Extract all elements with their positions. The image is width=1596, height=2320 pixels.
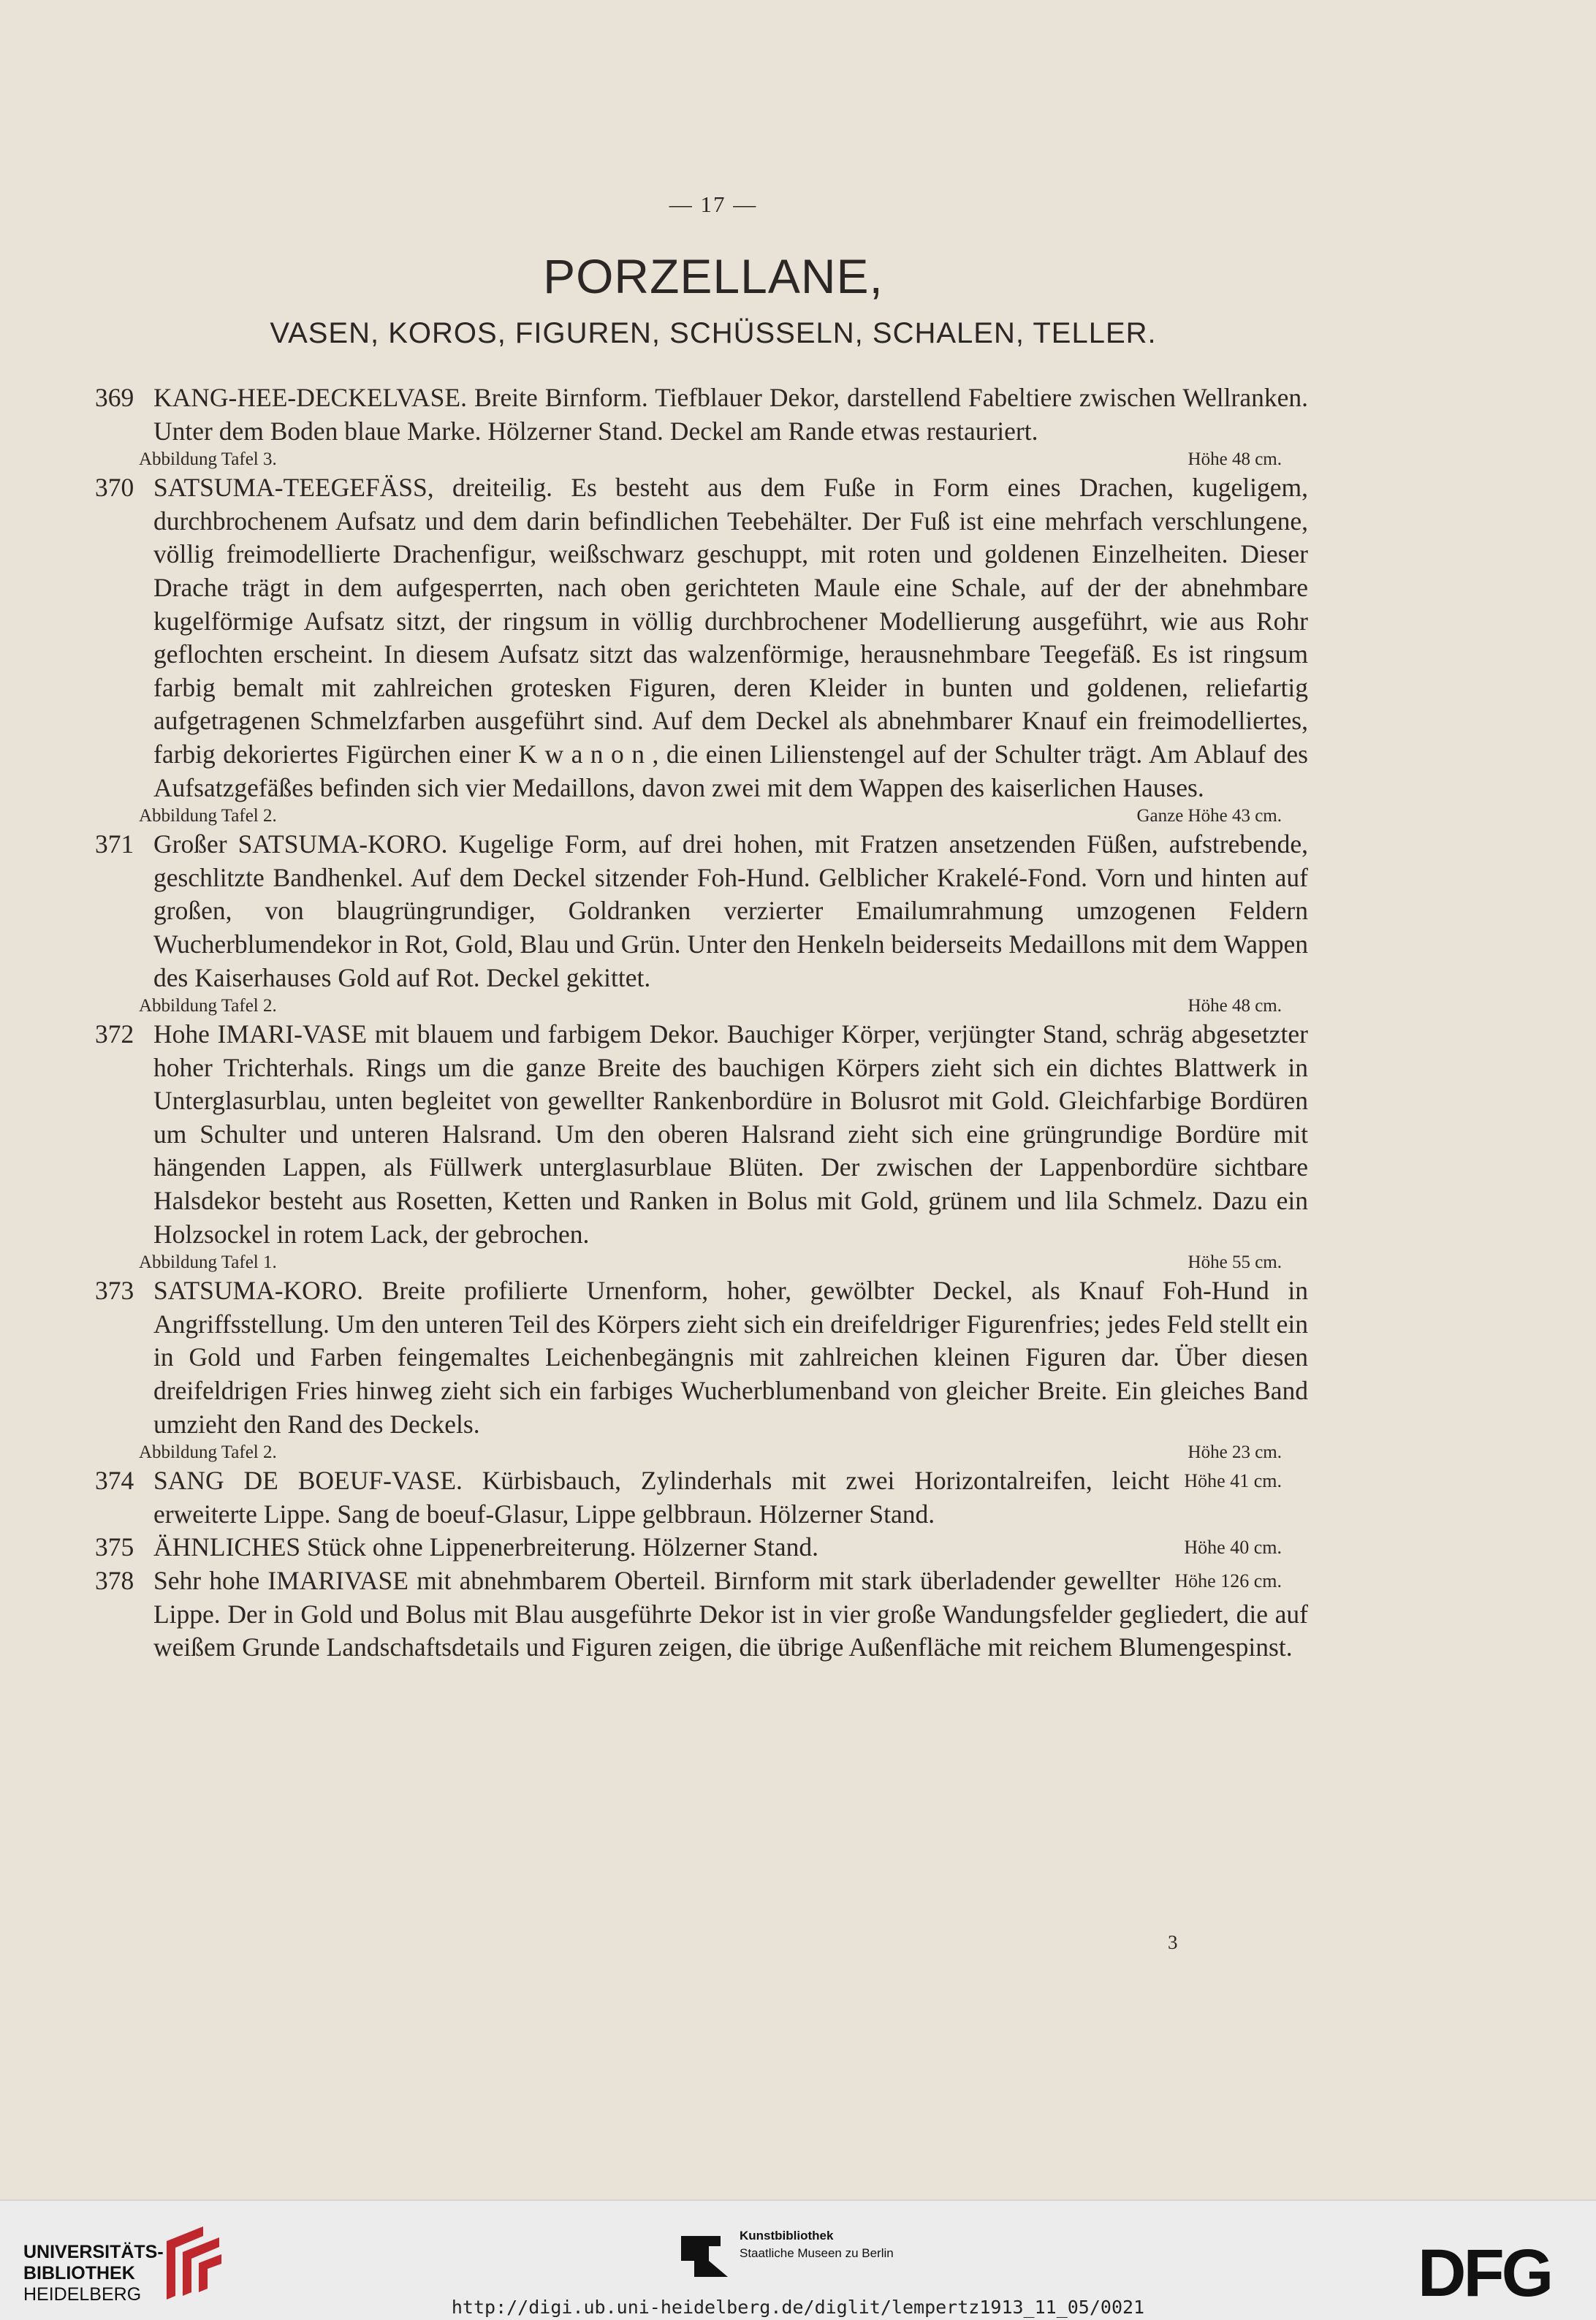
- entry-number: 369: [95, 383, 134, 412]
- kb-line-2: Staatliche Museen zu Berlin: [740, 2246, 894, 2260]
- entry-text: Sehr hohe IMARIVASE mit abnehmbarem Oberteil. Birnform mit stark überladender gewellter Lippe. Der in Gold und Bolus mit Blau ausgeführte Dekor ist in vier große Wandungsfelder gegliedert, die auf weißem Grunde Landschaftsdetails und Figuren zeigen, die übrige Außenfläche mit reichem Blumengespinst.: [153, 1566, 1308, 1662]
- catalog-entry-374: [95, 1464, 1308, 1531]
- entry-meta: [139, 805, 1308, 828]
- height-dimension: Höhe 41 cm.: [1184, 1470, 1282, 1492]
- plate-reference: Abbildung Tafel 1.: [139, 1252, 277, 1273]
- ub-heidelberg-wordmark[interactable]: [23, 2242, 164, 2305]
- entry-number: 371: [95, 829, 134, 859]
- catalog-entry-371: [95, 828, 1308, 994]
- height-dimension: Höhe 126 cm.: [1174, 1570, 1282, 1591]
- page-subtitle: VASEN, KOROS, FIGUREN, SCHÜSSELN, SCHALEN, TELLER.: [270, 317, 1157, 349]
- catalog-entry-369: [95, 381, 1308, 448]
- page-number: — 17 —: [669, 191, 758, 217]
- plate-reference: Abbildung Tafel 2.: [139, 806, 277, 826]
- dfg-logo-icon[interactable]: [1418, 2239, 1578, 2305]
- entry-number: 378: [95, 1566, 134, 1595]
- plate-reference: Abbildung Tafel 2.: [139, 1442, 277, 1463]
- entry-number: 374: [95, 1466, 134, 1496]
- footer-divider: [0, 2199, 1596, 2201]
- catalog-entries: [95, 381, 1308, 1665]
- dfg-logo-text: DFG: [1418, 2239, 1551, 2305]
- height-dimension: Höhe 48 cm.: [1188, 996, 1282, 1016]
- ub-line-1: UNIVERSITÄTS-: [23, 2242, 164, 2262]
- entry-number: 373: [95, 1276, 134, 1306]
- entry-number: 372: [95, 1019, 134, 1049]
- entry-text: SATSUMA-KORO. Breite profilierte Urnenform, hoher, gewölbter Deckel, als Knauf Foh-Hund in Angriffsstellung. Um den unteren Teil des Körpers zieht sich ein dreifeldriger Figurenfries; jedes Feld stellt ein in Gold und Farben feingemaltes Leichenbegängnis mit zahlreichen kleinen Figuren dar. Über diesen dreifeldrigen Fries hinweg zieht sich ein farbiges Wucherblumenband von gleicher Breite. Ein gleiches Band umzieht den Rand des Deckels.: [153, 1276, 1308, 1439]
- entry-text: Großer SATSUMA-KORO. Kugelige Form, auf drei hohen, mit Fratzen ansetzenden Füßen, aufstrebende, geschlitzte Bandhenkel. Auf dem Deckel sitzender Foh-Hund. Gelblicher Krakelé-Fond. Vorn und hinten auf großen, von blaugrüngrundiger, Goldranken verzierter Emailumrahmung umzogenen Feldern Wucherblumendekor in Rot, Gold, Blau und Grün. Unter den Henkeln beiderseits Medaillons mit dem Wappen des Kaiserhauses Gold auf Rot. Deckel gekittet.: [153, 829, 1308, 992]
- ub-heidelberg-logo-icon[interactable]: [159, 2223, 225, 2303]
- entry-number: 375: [95, 1532, 134, 1562]
- entry-meta: [139, 448, 1308, 471]
- entry-meta: [139, 1251, 1308, 1274]
- height-dimension: Höhe 40 cm.: [1184, 1537, 1282, 1559]
- digitization-footer: [0, 2199, 1596, 2320]
- entry-text: ÄHNLICHES Stück ohne Lippenerbreiterung. Hölzerner Stand.: [153, 1532, 818, 1562]
- height-dimension: Ganze Höhe 43 cm.: [1136, 806, 1282, 826]
- catalog-entry-370: [95, 471, 1308, 805]
- kunstbibliothek-wordmark[interactable]: [740, 2227, 894, 2262]
- plate-reference: Abbildung Tafel 3.: [139, 449, 277, 470]
- plate-reference: Abbildung Tafel 2.: [139, 996, 277, 1016]
- kb-line-1: Kunstbibliothek: [740, 2229, 834, 2243]
- catalog-entry-375: [95, 1531, 1308, 1564]
- height-dimension: Höhe 48 cm.: [1188, 449, 1282, 470]
- ub-line-3: HEIDELBERG: [23, 2284, 142, 2305]
- entry-meta: [139, 994, 1308, 1018]
- catalog-entry-373: [95, 1274, 1308, 1441]
- entry-meta: [139, 1441, 1308, 1464]
- signature-mark: 3: [1168, 1931, 1178, 1953]
- entry-text: KANG-HEE-DECKELVASE. Breite Birnform. Tiefblauer Dekor, darstellend Fabeltiere zwischen Wellranken. Unter dem Boden blaue Marke. Hölzerner Stand. Deckel am Rande etwas restauriert.: [153, 383, 1308, 446]
- height-dimension: Höhe 23 cm.: [1188, 1442, 1282, 1463]
- entry-number: 370: [95, 473, 134, 503]
- entry-text: Hohe IMARI-VASE mit blauem und farbigem Dekor. Bauchiger Körper, verjüngter Stand, schräg abgesetzter hoher Trichterhals. Rings um die ganze Breite des bauchigen Körpers zieht sich ein dichtes Blattwerk in Unterglasurblau, unten begleitet von gewellter Rankenbordüre in Bolusrot mit Gold. Gleichfarbige Bordüren um Schulter und unteren Halsrand. Um den oberen Halsrand zieht sich eine grüngrundige Bordüre mit hängenden Lappen, als Füllwerk unterglasurblaue Blüten. Der zwischen der Lappenbordüre sichtbare Halsdekor besteht aus Rosetten, Ketten und Ranken in Bolus mit Gold, grünem und lila Schmelz. Dazu ein Holzsockel in rotem Lack, der gebrochen.: [153, 1019, 1308, 1249]
- kunstbibliothek-logo-icon[interactable]: [677, 2229, 732, 2284]
- permalink-url[interactable]: http://digi.ub.uni-heidelberg.de/diglit/lempertz1913_11_05/0021: [451, 2297, 1145, 2318]
- entry-text: SANG DE BOEUF-VASE. Kürbisbauch, Zylinderhals mit zwei Horizontalreifen, leicht erweiterte Lippe. Sang de boeuf-Glasur, Lippe gelbbraun. Hölzerner Stand.: [153, 1466, 1170, 1529]
- catalog-entry-372: [95, 1018, 1308, 1251]
- ub-line-2: BIBLIOTHEK: [23, 2263, 135, 2283]
- height-dimension: Höhe 55 cm.: [1188, 1252, 1282, 1273]
- catalog-entry-378: [95, 1564, 1308, 1665]
- entry-text: SATSUMA-TEEGEFÄSS, dreiteilig. Es besteht aus dem Fuße in Form eines Drachen, kugeligem, durchbrochenem Aufsatz und dem darin befindlichen Teebehälter. Der Fuß ist eine mehrfach verschlungene, völlig freimodellierte Drachenfigur, weißschwarz geschuppt, mit roten und goldenen Einzelheiten. Dieser Drache trägt in dem aufgesperrten, nach oben gerichteten Maule eine Schale, auf der der abnehmbare kugelförmige Aufsatz sitzt, der ringsum in völlig durchbrochener Modellierung ausgeführt, wie aus Rohr geflochten erscheint. In diesem Aufsatz sitzt das walzenförmige, herausnehmbare Teegefäß. Es ist ringsum farbig bemalt mit zahlreichen grotesken Figuren, deren Kleider in bunten und goldenen, reliefartig aufgetragenen Schmelzfarben ausgeführt sind. Auf dem Deckel als abnehmbarer Knauf ein freimodelliertes, farbig dekoriertes Figürchen einer K w a n o n , die einen Lilienstengel auf der Schulter trägt. Am Ablauf des Aufsatzgefäßes befinden sich vier Medaillons, davon zwei mit dem Wappen des kaiserlichen Hauses.: [153, 473, 1308, 802]
- page-title: PORZELLANE,: [543, 249, 884, 303]
